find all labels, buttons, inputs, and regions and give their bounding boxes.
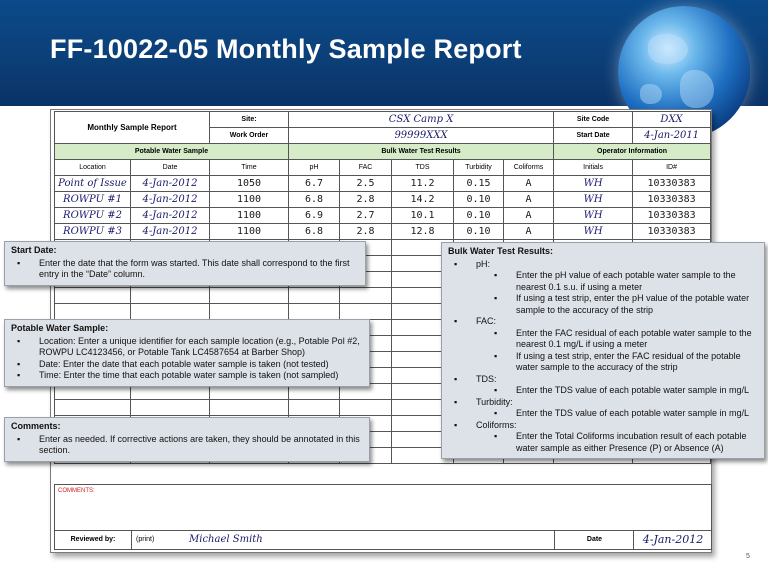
table-cell[interactable] <box>55 400 131 416</box>
callout-group-label: FAC: <box>476 316 497 326</box>
table-cell[interactable] <box>55 304 131 320</box>
slide-title: FF-10022-05 Monthly Sample Report <box>50 34 522 64</box>
table-cell[interactable]: 11.2 <box>392 176 454 192</box>
table-cell[interactable]: ROWPU #3 <box>55 224 131 240</box>
table-cell[interactable]: 10330383 <box>633 176 711 192</box>
column-header: Turbidity <box>454 160 504 176</box>
callout-group-label: Turbidity: <box>476 396 513 407</box>
column-header: pH <box>289 160 340 176</box>
table-cell[interactable] <box>340 400 392 416</box>
table-cell[interactable]: A <box>504 176 554 192</box>
table-cell[interactable] <box>131 304 210 320</box>
callout-item: ▪ Time: Enter the time that each potable water sample is taken (not sampled) <box>39 370 363 382</box>
column-header: Date <box>131 160 210 176</box>
table-cell[interactable] <box>55 288 131 304</box>
table-cell[interactable] <box>289 304 340 320</box>
table-cell[interactable]: 6.7 <box>289 176 340 192</box>
start-date-value[interactable]: 4-Jan-2011 <box>633 128 711 144</box>
table-cell[interactable]: 1050 <box>210 176 289 192</box>
callout-title: Start Date: <box>11 245 57 255</box>
table-cell[interactable]: 10330383 <box>633 224 711 240</box>
table-cell[interactable]: 0.10 <box>454 192 504 208</box>
table-cell[interactable]: WH <box>554 224 633 240</box>
table-cell[interactable]: 12.8 <box>392 224 454 240</box>
table-cell[interactable]: ROWPU #1 <box>55 192 131 208</box>
site-label: Site: <box>210 112 289 128</box>
table-cell[interactable]: 4-Jan-2012 <box>131 208 210 224</box>
callout-item: ▪ Enter the TDS value of each potable water sample in mg/L <box>516 385 758 397</box>
table-cell[interactable]: 10.1 <box>392 208 454 224</box>
table-cell[interactable]: 6.8 <box>289 224 340 240</box>
table-cell[interactable]: 2.8 <box>340 224 392 240</box>
callout-item: ▪ Enter the TDS value of each potable water sample in mg/L <box>516 408 758 420</box>
callout-item: ▪ Enter the date that the form was started. This date shall correspond to the first entry in the “Date” column. <box>39 258 359 281</box>
work-order-value[interactable]: 99999XXX <box>289 128 554 144</box>
print-label: (print) <box>131 531 166 549</box>
callout-item: ▪ Enter the FAC residual of each potable water sample to the nearest 0.1 mg/L if using a meter <box>516 328 758 351</box>
callout-group <box>476 374 758 397</box>
column-header: Location <box>55 160 131 176</box>
callout-group-label: Coliforms: <box>476 419 517 430</box>
table-cell[interactable] <box>289 400 340 416</box>
table-cell[interactable]: WH <box>554 192 633 208</box>
column-header: Coliforms <box>504 160 554 176</box>
site-code-label: Site Code <box>554 112 633 128</box>
callout-item: ▪ If using a test strip, enter the FAC residual of the potable water sample to the accuracy of the strip <box>516 351 758 374</box>
page-number: 5 <box>746 553 750 560</box>
site-code-value[interactable]: DXX <box>633 112 711 128</box>
comments-label: COMMENTS: <box>58 488 95 494</box>
reviewed-by-label: Reviewed by: <box>70 536 116 543</box>
table-row <box>55 176 711 192</box>
table-cell[interactable] <box>210 400 289 416</box>
callout-item: ▪ Enter the pH value of each potable water sample to the nearest 0.1 s.u. if using a meter <box>516 270 758 293</box>
table-cell[interactable] <box>131 288 210 304</box>
column-header: ID# <box>633 160 711 176</box>
callout-comments <box>4 417 370 462</box>
table-cell[interactable]: 4-Jan-2012 <box>131 192 210 208</box>
table-cell[interactable]: 14.2 <box>392 192 454 208</box>
reviewer-name[interactable]: Michael Smith <box>189 534 263 545</box>
table-cell[interactable]: 6.8 <box>289 192 340 208</box>
table-cell[interactable]: 2.8 <box>340 192 392 208</box>
column-header: Time <box>210 160 289 176</box>
table-cell[interactable]: 0.10 <box>454 208 504 224</box>
callout-group-label: pH: <box>476 258 491 269</box>
review-date-value[interactable]: 4-Jan-2012 <box>633 531 712 549</box>
callout-item: ▪ If using a test strip, enter the pH value of the potable water sample to the accuracy of the strip <box>516 293 758 316</box>
section-bulk-water-test-results: Bulk Water Test Results <box>289 144 554 160</box>
callout-start-date <box>4 241 366 286</box>
table-cell[interactable]: A <box>504 192 554 208</box>
review-row <box>54 530 712 550</box>
callout-group <box>476 420 758 455</box>
comments-area[interactable] <box>54 484 712 532</box>
table-cell[interactable]: WH <box>554 176 633 192</box>
table-cell[interactable]: 4-Jan-2012 <box>131 176 210 192</box>
callout-group <box>476 316 758 374</box>
table-cell[interactable]: 2.7 <box>340 208 392 224</box>
table-cell[interactable] <box>210 288 289 304</box>
column-header: TDS <box>392 160 454 176</box>
table-cell[interactable]: A <box>504 224 554 240</box>
table-cell[interactable]: 1100 <box>210 192 289 208</box>
callout-item: ▪ Date: Enter the date that each potable water sample is taken (not tested) <box>39 359 363 371</box>
callout-title: Bulk Water Test Results: <box>448 246 554 256</box>
work-order-label: Work Order <box>210 128 289 144</box>
table-cell[interactable] <box>340 288 392 304</box>
table-cell[interactable]: 1100 <box>210 208 289 224</box>
section-operator-information: Operator Information <box>554 144 711 160</box>
table-cell[interactable]: 2.5 <box>340 176 392 192</box>
table-cell[interactable]: ROWPU #2 <box>55 208 131 224</box>
callout-item: ▪ Enter the Total Coliforms incubation result of each potable water sample as either Presence (P) or Absence (A) <box>516 431 758 454</box>
table-cell[interactable] <box>131 400 210 416</box>
table-cell[interactable]: WH <box>554 208 633 224</box>
callout-item: ▪ Location: Enter a unique identifier for each sample location (e.g., Potable Pol #2, ROWPU LC4123456, or Potable Tank LC4587654 at Barber Shop) <box>39 336 363 359</box>
callout-bulk-water-test-results <box>441 242 765 459</box>
site-value[interactable]: CSX Camp X <box>289 112 554 128</box>
report-title: Monthly Sample Report <box>55 112 210 144</box>
table-row <box>55 224 711 240</box>
callout-title: Comments: <box>11 421 61 431</box>
table-cell[interactable]: Point of Issue <box>55 176 131 192</box>
table-cell[interactable] <box>340 304 392 320</box>
table-cell[interactable]: 1100 <box>210 224 289 240</box>
table-cell[interactable]: A <box>504 208 554 224</box>
column-header: Initials <box>554 160 633 176</box>
table-cell[interactable]: 0.10 <box>454 224 504 240</box>
callout-group <box>476 259 758 317</box>
review-date-label: Date <box>554 531 634 549</box>
table-cell[interactable]: 6.9 <box>289 208 340 224</box>
table-cell[interactable] <box>210 304 289 320</box>
table-row <box>55 192 711 208</box>
start-date-label: Start Date <box>554 128 633 144</box>
table-cell[interactable]: 4-Jan-2012 <box>131 224 210 240</box>
callout-group <box>476 397 758 420</box>
callout-title: Potable Water Sample: <box>11 323 109 333</box>
table-cell[interactable]: 0.15 <box>454 176 504 192</box>
section-potable-water-sample: Potable Water Sample <box>55 144 289 160</box>
callout-item: ▪ Enter as needed. If corrective actions are taken, they should be annotated in this section. <box>39 434 363 457</box>
table-row <box>55 208 711 224</box>
table-cell[interactable]: 10330383 <box>633 208 711 224</box>
callout-potable-water-sample <box>4 319 370 387</box>
column-header: FAC <box>340 160 392 176</box>
table-cell[interactable] <box>289 288 340 304</box>
callout-group-label: TDS: <box>476 373 497 384</box>
table-cell[interactable]: 10330383 <box>633 192 711 208</box>
